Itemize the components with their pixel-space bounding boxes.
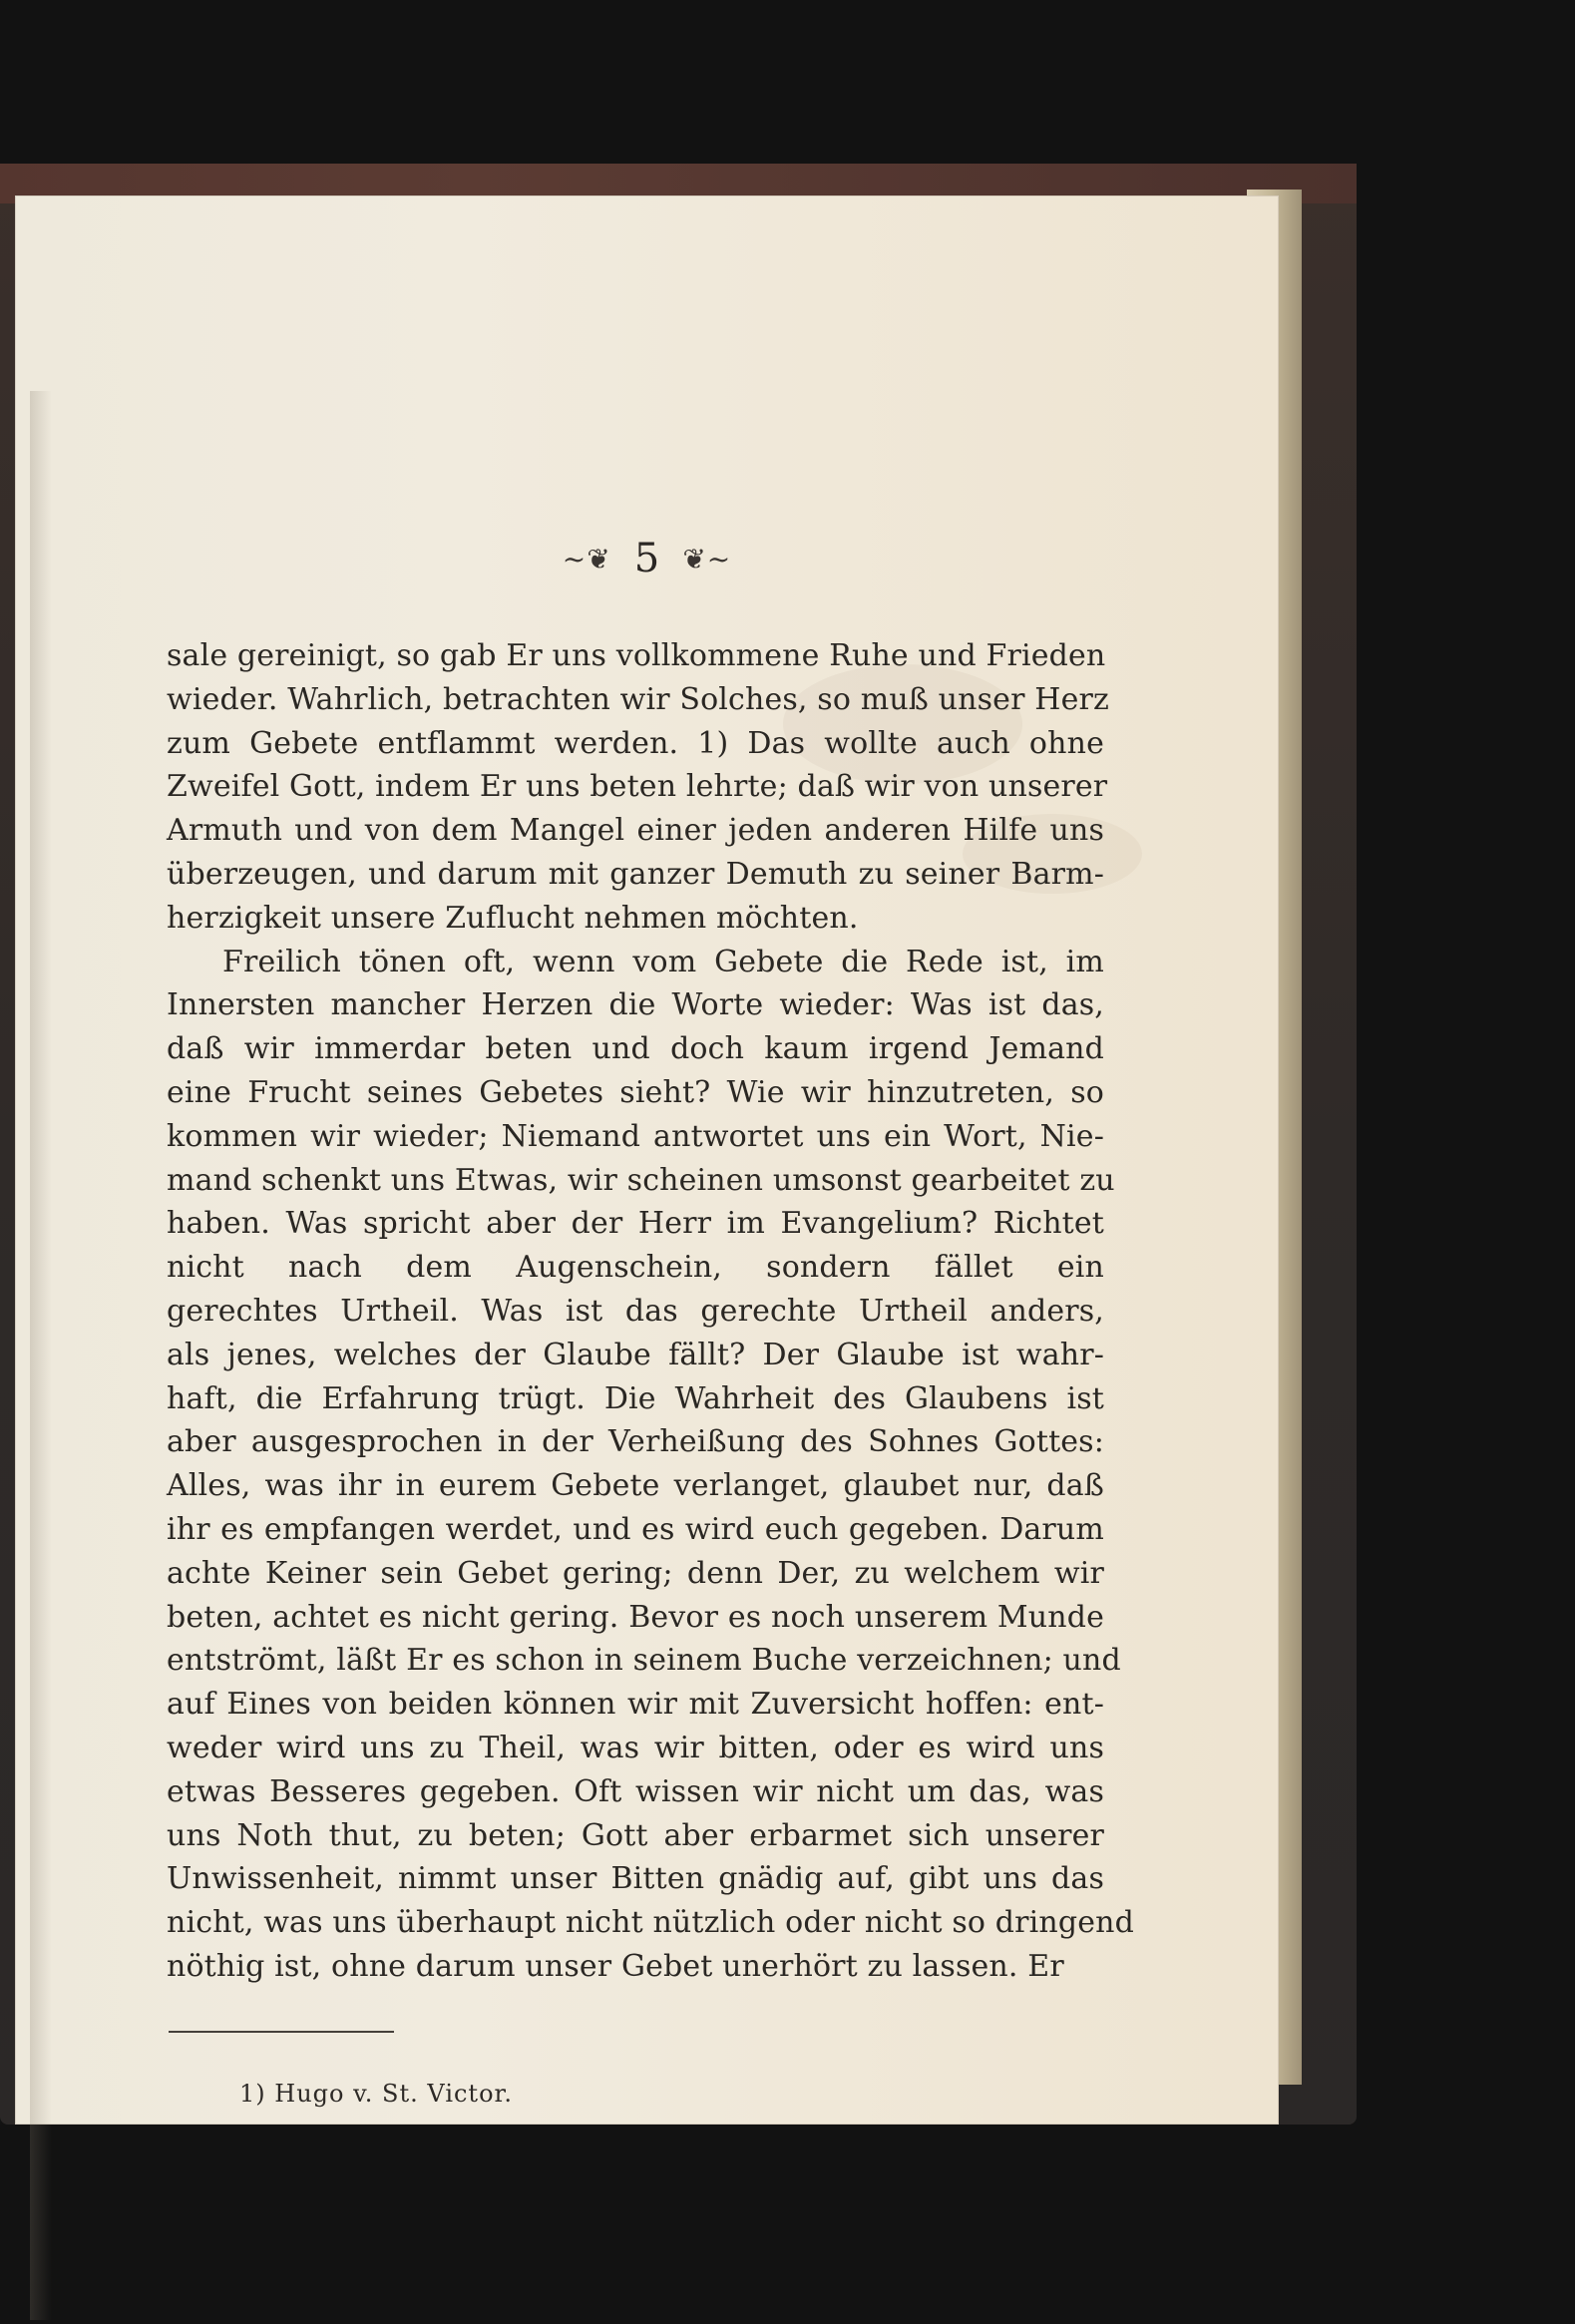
text-line: zum Gebete entflammt werden. 1) Das wollte auch ohne (167, 725, 1104, 761)
text-line: nicht, was uns überhaupt nicht nützlich oder nicht so dringend (167, 1905, 1134, 1941)
text-line: achte Keiner sein Gebet gering; denn Der, zu welchem wir (167, 1555, 1104, 1591)
text-line: eine Frucht seines Gebetes sieht? Wie wir hinzutreten, so (167, 1074, 1104, 1110)
page-gutter-shadow (30, 391, 52, 2320)
text-line: Unwissenheit, nimmt unser Bitten gnädig auf, gibt uns das (167, 1861, 1104, 1897)
text-line: auf Eines von beiden können wir mit Zuversicht hoffen: ent- (167, 1687, 1104, 1723)
footnote: 1) Hugo v. St. Victor. (239, 2080, 513, 2108)
text-line: Armuth und von dem Mangel einer jeden anderen Hilfe uns (167, 813, 1104, 849)
text-line: entströmt, läßt Er es schon in seinem Buche verzeichnen; und (167, 1643, 1121, 1679)
text-line: uns Noth thut, zu beten; Gott aber erbarmet sich unserer (167, 1817, 1104, 1853)
text-line: aber ausgesprochen in der Verheißung des Sohnes Gottes: (167, 1424, 1104, 1460)
text-line: beten, achtet es nicht gering. Bevor es noch unserem Munde (167, 1599, 1104, 1635)
text-line: haben. Was spricht aber der Herr im Evangelium? Richtet (167, 1206, 1104, 1242)
text-line: herzigkeit unsere Zuflucht nehmen möchten. (167, 900, 859, 936)
page-number: 5 (633, 536, 660, 581)
main-text-block (167, 634, 1134, 1989)
right-ornament-icon: ❦~ (682, 542, 732, 576)
book-page (15, 195, 1279, 2125)
text-line: daß wir immerdar beten und doch kaum irgend Jemand (167, 1031, 1104, 1067)
text-line: ihr es empfangen werdet, und es wird euch gegeben. Darum (167, 1511, 1104, 1547)
text-line: Zweifel Gott, indem Er uns beten lehrte; daß wir von unserer (167, 769, 1108, 805)
text-line: mand schenkt uns Etwas, wir scheinen umsonst gearbeitet zu (167, 1162, 1115, 1198)
text-line: gerechtes Urtheil. Was ist das gerechte Urtheil anders, (167, 1293, 1104, 1329)
text-line: nöthig ist, ohne darum unser Gebet unerhört zu lassen. Er (167, 1948, 1064, 1984)
left-ornament-icon: ~❦ (562, 542, 611, 576)
text-line: nicht nach dem Augenschein, sondern fället ein (167, 1250, 1104, 1286)
text-line: etwas Besseres gegeben. Oft wissen wir nicht um das, was (167, 1773, 1104, 1809)
page-header (15, 536, 1279, 588)
text-line: Alles, was ihr in eurem Gebete verlanget, glaubet nur, daß (167, 1468, 1104, 1504)
text-line: wieder. Wahrlich, betrachten wir Solches, so muß unser Herz (167, 681, 1109, 717)
text-line: als jenes, welches der Glaube fällt? Der Glaube ist wahr- (167, 1337, 1104, 1372)
text-line: sale gereinigt, so gab Er uns vollkommene Ruhe und Frieden (167, 638, 1106, 673)
text-line: kommen wir wieder; Niemand antwortet uns ein Wort, Nie- (167, 1118, 1104, 1154)
text-line: Freilich tönen oft, wenn vom Gebete die Rede ist, im (222, 944, 1104, 979)
text-line: haft, die Erfahrung trügt. Die Wahrheit des Glaubens ist (167, 1380, 1104, 1416)
text-line: weder wird uns zu Theil, was wir bitten, oder es wird uns (167, 1730, 1104, 1765)
text-line: Innersten mancher Herzen die Worte wieder: Was ist das, (167, 987, 1104, 1023)
footnote-separator (169, 2031, 394, 2033)
text-line: überzeugen, und darum mit ganzer Demuth zu seiner Barm- (167, 856, 1104, 892)
